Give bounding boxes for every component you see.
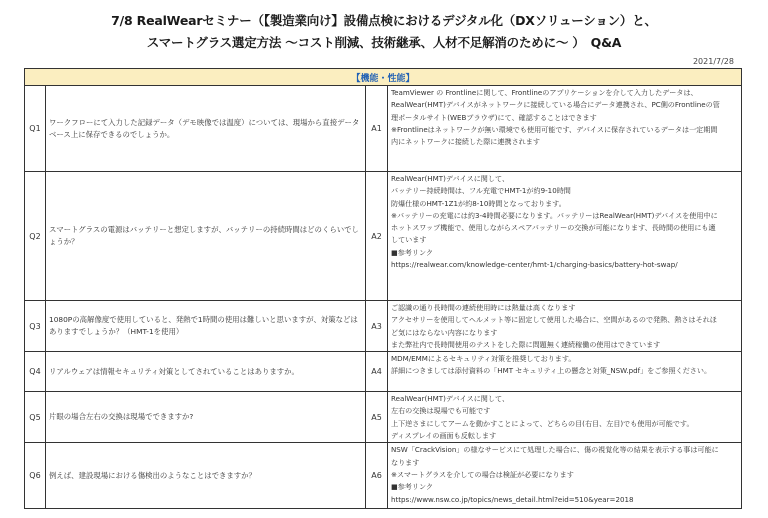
answer-line: なります	[391, 457, 420, 467]
answer-number: A6	[366, 443, 388, 509]
reference-link[interactable]: https://www.nsw.co.jp/topics/news_detail.html?eid=510&year=2018	[391, 494, 634, 504]
qa-row	[25, 301, 742, 352]
answer-line: ※スマートグラスを介しての場合は検証が必要になります	[391, 469, 574, 479]
question-text: ワークフローにて入力した記録データ（デモ映像では温度）については、現場から直接データベース上に保存できるのでしょうか。	[46, 86, 366, 172]
answer-line: ※バッテリーの充電には約3-4時間必要になります。バッテリーはRealWear(HMT)デバイスを使用中に	[391, 210, 718, 220]
answer-line: RealWear(HMT)デバイスに関して、	[391, 394, 510, 404]
answer-line: ディスプレイの画面も反転します	[391, 431, 497, 441]
reference-link[interactable]: https://realwear.com/knowledge-center/hmt-1/charging-basics/battery-hot-swap/	[391, 260, 678, 270]
question-number: Q2	[25, 172, 46, 301]
answer-line: アクセサリーを使用してヘルメット等に固定して使用した場合に、空間があるので発熱、熱さはそれほ	[391, 315, 717, 325]
answer-number: A2	[366, 172, 388, 301]
answer-line: ■参考リンク	[391, 247, 434, 257]
answer-number: A5	[366, 392, 388, 443]
answer-line: しています	[391, 235, 427, 245]
answer-line: 上下逆さまにしてアームを動かすことによって、どちらの目(右目、左目)でも使用が可能です。	[391, 418, 694, 428]
answer-line: TeamViewer の Frontlineに関して、Frontlineのアプリケーションを介して入力したデータは、	[391, 88, 698, 97]
question-number: Q3	[25, 301, 46, 352]
qa-row	[25, 392, 742, 443]
answer-line: 詳細につきましては添付資料の「HMT セキュリティ上の懸念と対策_NSW.pdf」をご参照ください。	[391, 366, 712, 376]
question-text: リアルウェアは情報セキュリティ対策としてされていることはありますか。	[46, 352, 366, 392]
page-title-line-1: 7/8 RealWearセミナー（【製造業向け】設備点検におけるデジタル化（DXソリューション）と、	[111, 13, 657, 28]
answer-text	[388, 392, 742, 443]
question-number: Q1	[25, 86, 46, 172]
answer-line: ※Frontlineはネットワークが無い環境でも使用可能です、デバイスに保存されているデータは一定期間	[391, 124, 718, 134]
answer-number: A3	[366, 301, 388, 352]
answer-line: 内にネットワークに接続した際に連携されます	[391, 137, 540, 147]
qa-row	[25, 352, 742, 392]
answer-line: MDM/EMMによるセキュリティ対策を推奨しております。	[391, 354, 576, 364]
answer-line: また弊社内で長時間使用のテストをした際に問題無く連続稼働の使用はできています	[391, 339, 661, 349]
question-number: Q4	[25, 352, 46, 392]
answer-line: バッテリー持続時間は、フル充電でHMT-1が約9-10時間	[391, 186, 571, 196]
answer-number: A1	[366, 86, 388, 172]
document-date: 2021/7/28	[692, 57, 734, 66]
question-text: 1080Pの高解像度で使用していると、発熱で1時間の使用は難しいと思いますが、対策などはありますでしょうか？（HMT-1を使用）	[46, 301, 366, 352]
question-number: Q6	[25, 443, 46, 509]
qa-row	[25, 86, 742, 172]
answer-line: 左右の交換は現場でも可能です	[391, 406, 491, 416]
question-text: 片眼の場合左右の交換は現場でできますか?	[46, 392, 366, 443]
answer-line: 防爆仕様のHMT-1Z1が約8-10時間となっております。	[391, 198, 566, 208]
answer-text	[388, 352, 742, 392]
answer-line: RealWear(HMT)デバイスがネットワークに接続している場合にデータ連携され、PC側のFrontlineの管	[391, 100, 720, 110]
answer-line: RealWear(HMT)デバイスに関して、	[391, 174, 510, 183]
question-text: 例えば、建設現場における傷検出のようなことはできますか？	[46, 443, 366, 509]
answer-line: ■参考リンク	[391, 482, 434, 492]
question-number: Q5	[25, 392, 46, 443]
qa-row	[25, 443, 742, 509]
answer-text	[388, 443, 742, 509]
answer-text	[388, 172, 742, 301]
answer-line: ど気にはならない内容になります	[391, 327, 498, 337]
answer-number: A4	[366, 352, 388, 392]
page-title-line-2: スマートグラス選定方法 〜コスト削減、技術継承、人材不足解消のために〜 ） Q&A	[146, 35, 622, 50]
answer-text	[388, 301, 742, 352]
qa-row	[25, 172, 742, 301]
answer-line: ご認識の通り長時間の連続使用時には熱量は高くなります	[391, 303, 576, 312]
answer-line: ホットスワップ機能で、使用しながらスペアバッテリーの交換が可能になります、長時間の使用にも適	[391, 223, 716, 233]
section-title: 【機能・性能】	[25, 69, 742, 86]
qa-table	[24, 68, 742, 509]
question-text: スマートグラスの電源はバッテリーと想定しますが、バッテリーの持続時間はどのくらいでしょうか？	[46, 172, 366, 301]
answer-text	[388, 86, 742, 172]
answer-line: NSW「CrackVision」の様なサービスにて処理した場合に、傷の視覚化等の結果を表示する事は可能に	[391, 445, 719, 455]
answer-line: 理ポータルサイト(WEBブラウザ)にて、確認することはできます	[391, 112, 597, 122]
section-header-row	[25, 69, 742, 86]
